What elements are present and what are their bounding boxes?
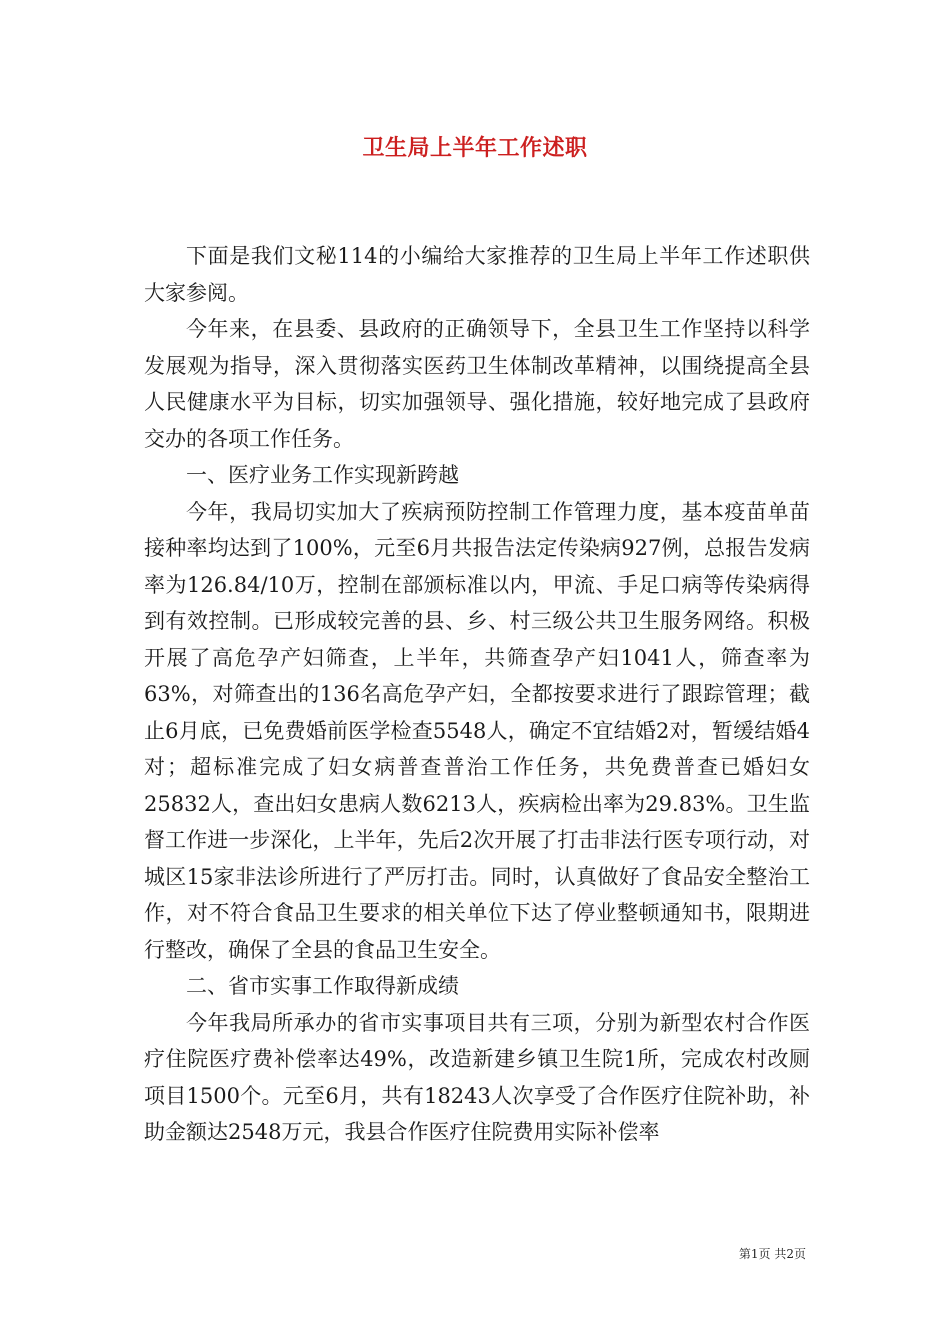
- section-2-paragraph: 今年我局所承办的省市实事项目共有三项，分别为新型农村合作医疗住院医疗费补偿率达49%，改造新建乡镇卫生院1所，完成农村改厕项目1500个。元至6月，共有18243人次享受了合作医疗住院补助，补助金额达2548万元，我县合作医疗住院费用实际补偿率: [144, 1010, 810, 1144]
- section-heading-2: 二、省市实事工作取得新成绩: [186, 974, 459, 998]
- section-heading-1: 一、医疗业务工作实现新跨越: [186, 463, 459, 487]
- intro-paragraph: 下面是我们文秘114的小编给大家推荐的卫生局上半年工作述职供大家参阅。: [144, 244, 810, 305]
- document-title: 卫生局上半年工作述职: [362, 135, 588, 161]
- document-body: [144, 238, 810, 1151]
- page-number-footer: 第1页 共2页: [738, 1247, 806, 1261]
- overview-paragraph: 今年来，在县委、县政府的正确领导下，全县卫生工作坚持以科学发展观为指导，深入贯彻落实医药卫生体制改革精神，以围绕提高全县人民健康水平为目标，切实加强领导、强化措施，较好地完成了县政府交办的各项工作任务。: [144, 317, 810, 451]
- section-1-paragraph: 今年，我局切实加大了疾病预防控制工作管理力度，基本疫苗单苗接种率均达到了100%，元至6月共报告法定传染病927例，总报告发病率为126.84/10万，控制在部颁标准以内，甲流、手足口病等传染病得到有效控制。已形成较完善的县、乡、村三级公共卫生服务网络。积极开展了高危孕产妇筛查，上半年，共筛查孕产妇1041人，筛查率为63%，对筛查出的136名高危孕产妇，全都按要求进行了跟踪管理；截止6月底，已免费婚前医学检查5548人，确定不宜结婚2对，暂缓结婚4对；超标准完成了妇女病普查普治工作任务，共免费普查已婚妇女25832人，查出妇女患病人数6213人，疾病检出率为29.83%。卫生监督工作进一步深化，上半年，先后2次开展了打击非法行医专项行动，对城区15家非法诊所进行了严厉打击。同时，认真做好了食品安全整治工作，对不符合食品卫生要求的相关单位下达了停业整顿通知书，限期进行整改，确保了全县的食品卫生安全。: [144, 499, 810, 962]
